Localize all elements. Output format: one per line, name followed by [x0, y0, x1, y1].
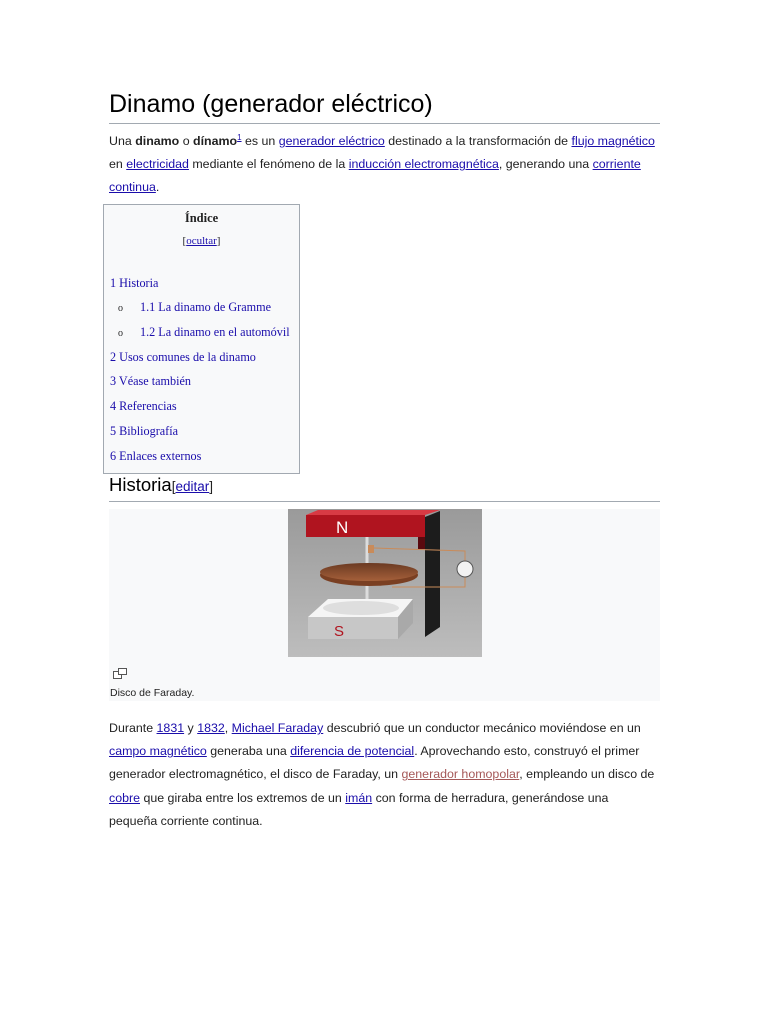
historia-paragraph	[109, 717, 660, 833]
intro-text: o	[179, 134, 194, 148]
toc-item-label: 4 Referencias	[110, 399, 177, 413]
magnet-s-label: S	[334, 623, 345, 640]
body-text: que giraba entre los extremos de un	[140, 790, 346, 805]
intro-text: destinado a la transformación de	[384, 134, 572, 148]
edit-section-link[interactable]: editar	[175, 479, 210, 494]
link-induccion-electromagnetica[interactable]: inducción electromagnética	[348, 157, 499, 172]
body-text: . Aprovechando esto, construyó el primer generador electromagnético, el disco de Faraday, un	[109, 744, 640, 782]
toc-item-label: 6 Enlaces externos	[110, 449, 202, 463]
body-text: ,	[224, 721, 232, 735]
link-corriente-continua[interactable]: corriente continua	[109, 157, 641, 195]
link-generador-electrico[interactable]: generador eléctrico	[278, 134, 385, 148]
toc-item-label: 1.1 La dinamo de Gramme	[140, 300, 271, 314]
body-text: , empleando un disco de	[519, 767, 655, 782]
intro-text: .	[155, 180, 160, 195]
body-text: descubrió que un conductor mecánico moviéndose en un	[323, 721, 641, 735]
link-diferencia-de-potencial[interactable]: diferencia de potencial	[290, 744, 415, 759]
link-1832[interactable]: 1832	[197, 721, 225, 735]
bullet-icon: o	[118, 303, 123, 314]
page-title: Dinamo (generador eléctrico)	[109, 88, 660, 124]
magnify-icon[interactable]	[113, 668, 127, 679]
link-campo-magnetico[interactable]: campo magnético	[109, 744, 207, 759]
intro-paragraph	[109, 130, 660, 200]
intro-term-dinamo-accent: dínamo	[193, 134, 238, 148]
intro-text: en	[109, 157, 127, 172]
toc-item-label: 1.2 La dinamo en el automóvil	[140, 325, 290, 339]
link-electricidad[interactable]: electricidad	[126, 157, 189, 172]
toc-item-vease[interactable]	[110, 374, 191, 389]
edit-bracket: [	[171, 479, 176, 494]
reference-link-1[interactable]: 1	[237, 132, 242, 142]
toc-item-referencias[interactable]	[110, 399, 177, 414]
body-text: con forma de herradura, generándose una pequeña corriente continua.	[109, 790, 609, 828]
intro-text: , generando una	[498, 157, 593, 172]
toc-toggle-bracket: ]	[216, 235, 221, 247]
body-text: y	[184, 721, 198, 735]
link-flujo-magnetico[interactable]: flujo magnético	[571, 134, 655, 148]
section-heading-text: Historia	[109, 474, 172, 495]
toc-toggle	[104, 235, 299, 247]
toc-item-label: 1 Historia	[110, 276, 159, 290]
faraday-disk-image[interactable]	[288, 509, 482, 657]
toc-toggle-bracket: [	[182, 235, 187, 247]
section-heading-historia	[109, 473, 660, 502]
intro-text: es un	[241, 134, 279, 148]
link-cobre[interactable]: cobre	[109, 790, 140, 805]
figure-thumbnail	[109, 509, 660, 701]
link-michael-faraday[interactable]: Michael Faraday	[231, 721, 324, 735]
magnet-n-label: N	[336, 518, 349, 537]
intro-term-dinamo: dinamo	[135, 134, 180, 148]
body-text: generaba una	[206, 744, 291, 759]
toc-item-label: 5 Bibliografía	[110, 424, 179, 438]
toc-hide-link[interactable]: ocultar	[186, 235, 217, 247]
toc-item-label: 3 Véase también	[110, 374, 191, 388]
toc-item-gramme[interactable]	[118, 300, 271, 315]
toc-item-enlaces[interactable]	[110, 449, 201, 464]
figure-caption: Disco de Faraday.	[110, 687, 195, 699]
table-of-contents	[103, 204, 300, 474]
toc-item-historia[interactable]	[110, 276, 158, 291]
toc-item-label: 2 Usos comunes de la dinamo	[110, 350, 256, 364]
bullet-icon: o	[118, 328, 123, 339]
link-1831[interactable]: 1831	[156, 721, 185, 735]
toc-item-usos[interactable]	[110, 350, 256, 365]
toc-item-bibliografia[interactable]	[110, 424, 178, 439]
link-iman[interactable]: imán	[345, 790, 373, 805]
edit-bracket: ]	[209, 479, 214, 494]
section-edit	[172, 479, 213, 494]
intro-text: Una	[109, 134, 136, 148]
link-generador-homopolar[interactable]: generador homopolar	[401, 767, 520, 782]
body-text: Durante	[109, 721, 157, 735]
toc-item-automovil[interactable]	[118, 325, 290, 340]
intro-text: mediante el fenómeno de la	[188, 157, 349, 172]
toc-title: Índice	[184, 211, 219, 225]
